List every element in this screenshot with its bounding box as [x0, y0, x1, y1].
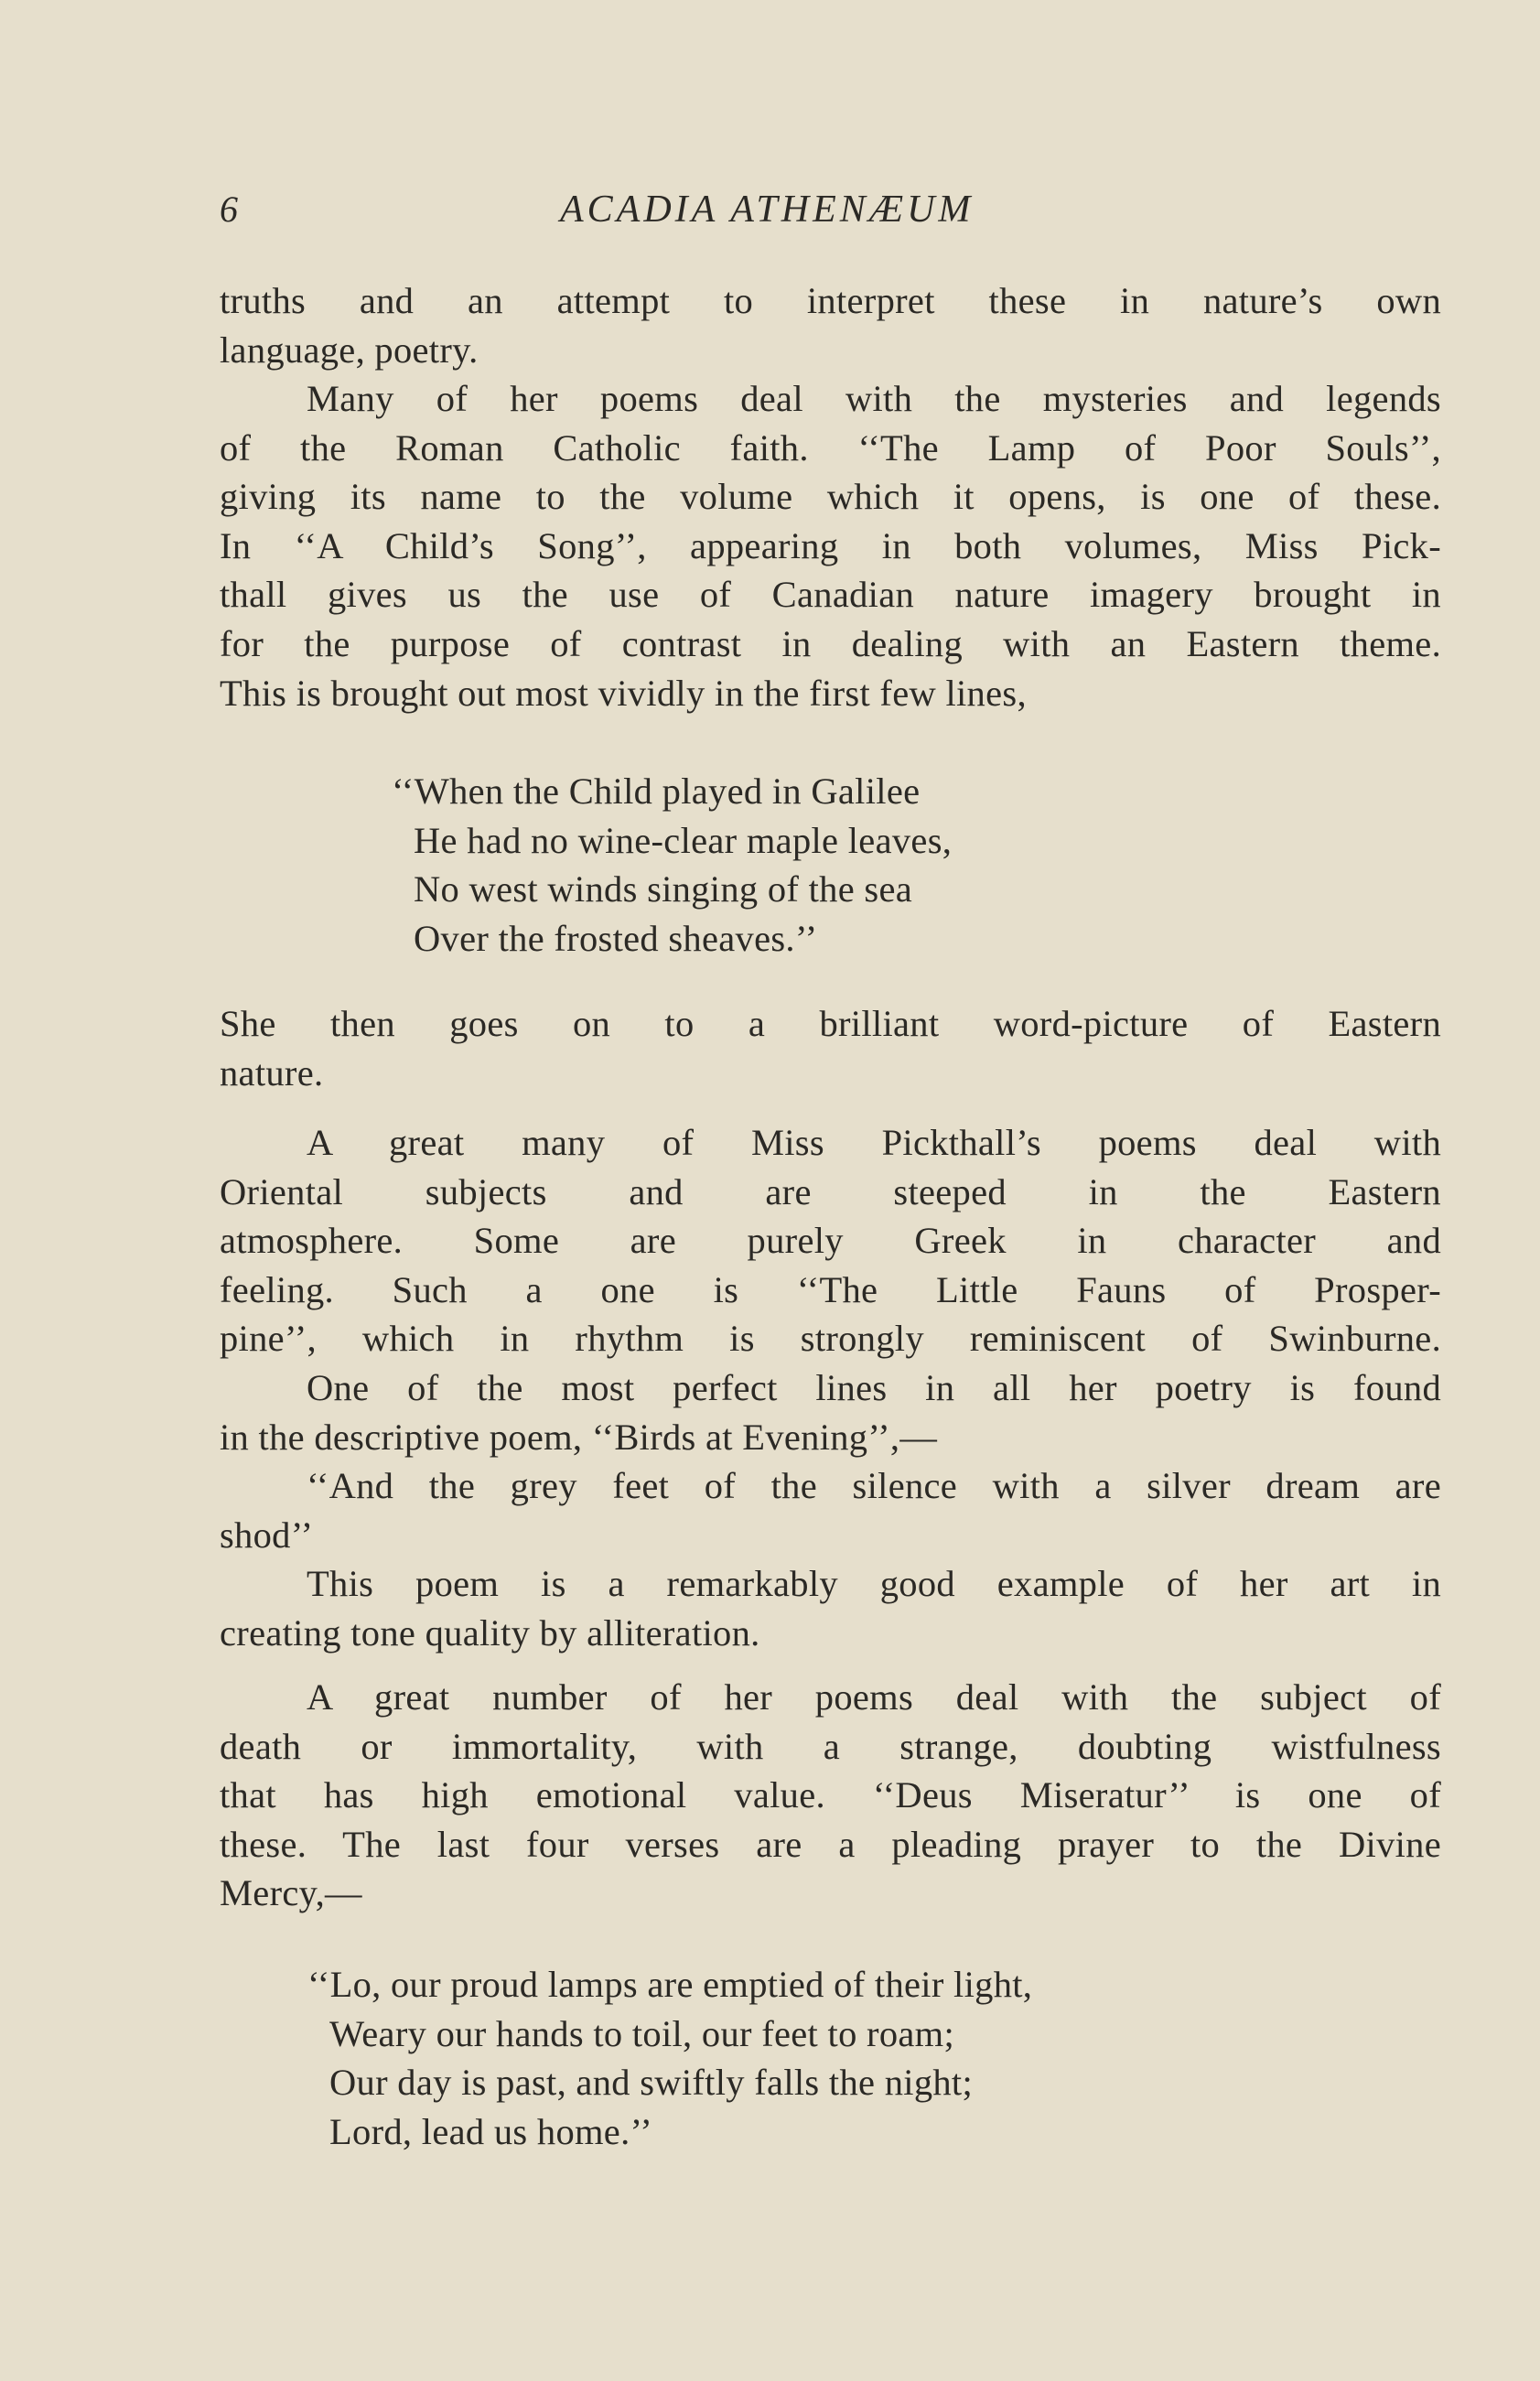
running-title: ACADIA ATHENÆUM: [560, 189, 975, 231]
text-line: She then goes on to a brilliant word-picture of Eastern: [220, 1003, 1441, 1044]
verse-line: He had no wine-clear maple leaves,: [414, 819, 953, 861]
paragraph-perfect-lines: [220, 1363, 1441, 1461]
text-line: that has high emotional value. ‘‘Deus Miseratur’’ is one of: [220, 1774, 1441, 1816]
verse-line: Our day is past, and swiftly falls the night;: [329, 2062, 974, 2104]
text-line: A great number of her poems deal with the subject of: [307, 1676, 1441, 1718]
text-line: feeling. Such a one is ‘‘The Little Fauns of Prosper-: [220, 1268, 1441, 1310]
verse-quotation-childs-song: [392, 767, 952, 963]
verse-line: ‘‘When the Child played in Galilee: [392, 770, 921, 812]
text-line: nature.: [220, 1051, 324, 1094]
text-line: language, poetry.: [220, 329, 479, 371]
text-line: these. The last four verses are a pleading prayer to the Divine: [220, 1823, 1441, 1865]
verse-line: No west winds singing of the sea: [414, 868, 913, 910]
verse-line: Over the frosted sheaves.’’: [414, 917, 818, 959]
text-line: ‘‘And the grey feet of the silence with a silver dream are: [307, 1465, 1441, 1506]
paragraph-death-immortality: [220, 1673, 1441, 1918]
text-line: This poem is a remarkably good example of her art in: [307, 1563, 1441, 1604]
text-line: In ‘‘A Child’s Song’’, appearing in both volumes, Miss Pick-: [220, 524, 1441, 566]
text-line: death or immortality, with a strange, doubting wistfulness: [220, 1725, 1441, 1767]
paragraph-catholic-faith: [220, 374, 1441, 717]
paragraph-continuation: [220, 276, 1441, 374]
text-line: shod’’: [220, 1514, 314, 1556]
verse-line: Weary our hands to toil, our feet to roam;: [329, 2012, 955, 2054]
verse-line: ‘‘Lo, our proud lamps are emptied of their light,: [307, 1964, 1033, 2005]
text-line: giving its name to the volume which it opens, is one of these.: [220, 476, 1441, 518]
text-line: creating tone quality by alliteration.: [220, 1611, 760, 1654]
paragraph-alliteration: [220, 1559, 1441, 1657]
text-line: Mercy,—: [220, 1872, 362, 1914]
text-line: truths and an attempt to interpret these in nature’s own: [220, 280, 1441, 321]
text-line: in the descriptive poem, ‘‘Birds at Evening’’,—: [220, 1416, 938, 1458]
quoted-line-birds-at-evening: [220, 1461, 1441, 1559]
text-line: This is brought out most vividly in the first few lines,: [220, 672, 1027, 714]
text-line: One of the most perfect lines in all her poetry is found: [307, 1367, 1441, 1408]
text-line: A great many of Miss Pickthall’s poems deal with: [307, 1122, 1441, 1163]
verse-line: Lord, lead us home.’’: [329, 2110, 653, 2152]
text-line: pine’’, which in rhythm is strongly reminiscent of Swinburne.: [220, 1318, 1441, 1360]
text-line: thall gives us the use of Canadian nature imagery brought in: [220, 574, 1441, 616]
verse-quotation-deus-miseratur: [307, 1960, 1032, 2156]
paragraph-oriental-subjects: [220, 1118, 1441, 1363]
text-line: for the purpose of contrast in dealing with an Eastern theme.: [220, 622, 1441, 664]
text-line: Many of her poems deal with the mysteries and legends: [307, 378, 1441, 419]
page-number: 6: [220, 189, 238, 230]
text-line: Oriental subjects and are steeped in the Eastern: [220, 1170, 1441, 1212]
text-line: of the Roman Catholic faith. ‘‘The Lamp of Poor Souls’’,: [220, 426, 1441, 469]
paragraph-word-picture: [220, 999, 1441, 1097]
text-line: atmosphere. Some are purely Greek in character and: [220, 1220, 1441, 1262]
